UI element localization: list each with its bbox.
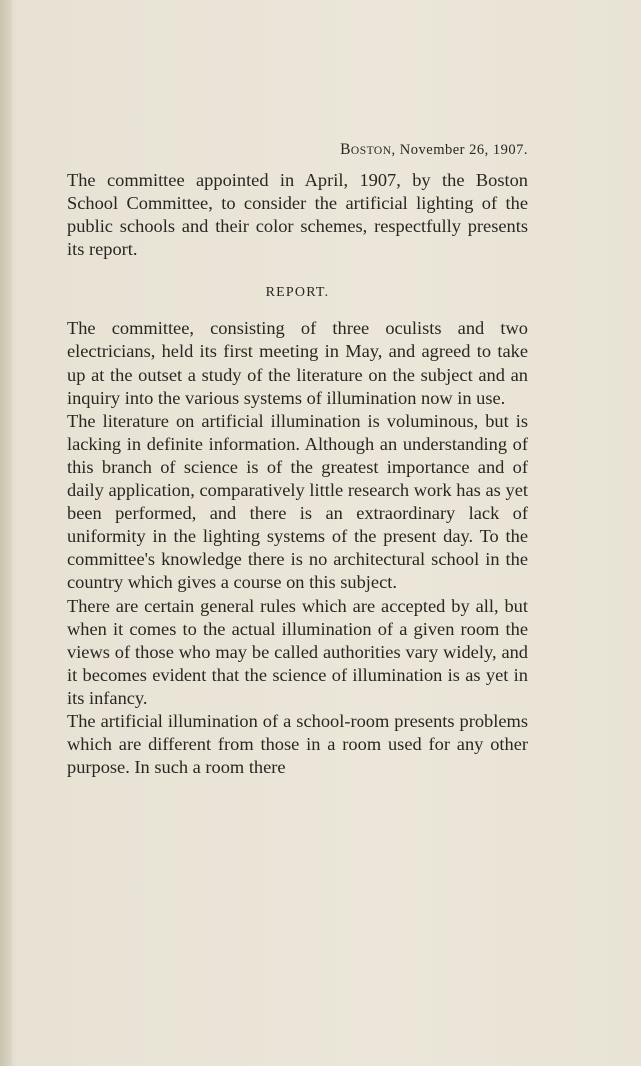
report-paragraph-4: The artificial illumination of a school-room presents problems which are different from those in a room used for any other purpose. In such a room there bbox=[67, 710, 528, 778]
dateline-city-initial: B bbox=[340, 141, 351, 158]
intro-paragraph: The committee appointed in April, 1907, by the Boston School Committee, to consider the artificial lighting of the public schools and their color schemes, respectfully presents its report. bbox=[67, 170, 528, 260]
report-paragraph-1: The committee, consisting of three oculists and two electricians, held its first meeting in May, and agreed to take up at the outset a study of the literature on the subject and an inquiry into the various systems of illumination now in use. bbox=[67, 318, 528, 408]
dateline-date: , November 26, 1907. bbox=[391, 142, 528, 158]
dateline-city-rest: OSTON bbox=[350, 145, 392, 157]
report-paragraph-3: There are certain general rules which are accepted by all, but when it comes to the actual illumination of a given room the views of those who may be called authorities vary widely, and it becomes evident that the science of illumination is as yet in its infancy. bbox=[67, 595, 528, 708]
dateline bbox=[67, 140, 528, 161]
page-spine-shadow bbox=[0, 0, 12, 1066]
page-text-block bbox=[67, 140, 528, 779]
report-heading: REPORT. bbox=[265, 285, 330, 301]
report-paragraph-2: The literature on artificial illumination is voluminous, but is lacking in definite information. Although an understanding of this branch of science is of the greatest importance and of daily application, comparatively little research work has as yet been performed, and there is an extraordinary lack of uniformity in the lighting systems of the present day. To the committee's knowledge there is no architectural school in the country which gives a course on this subject. bbox=[67, 410, 528, 593]
